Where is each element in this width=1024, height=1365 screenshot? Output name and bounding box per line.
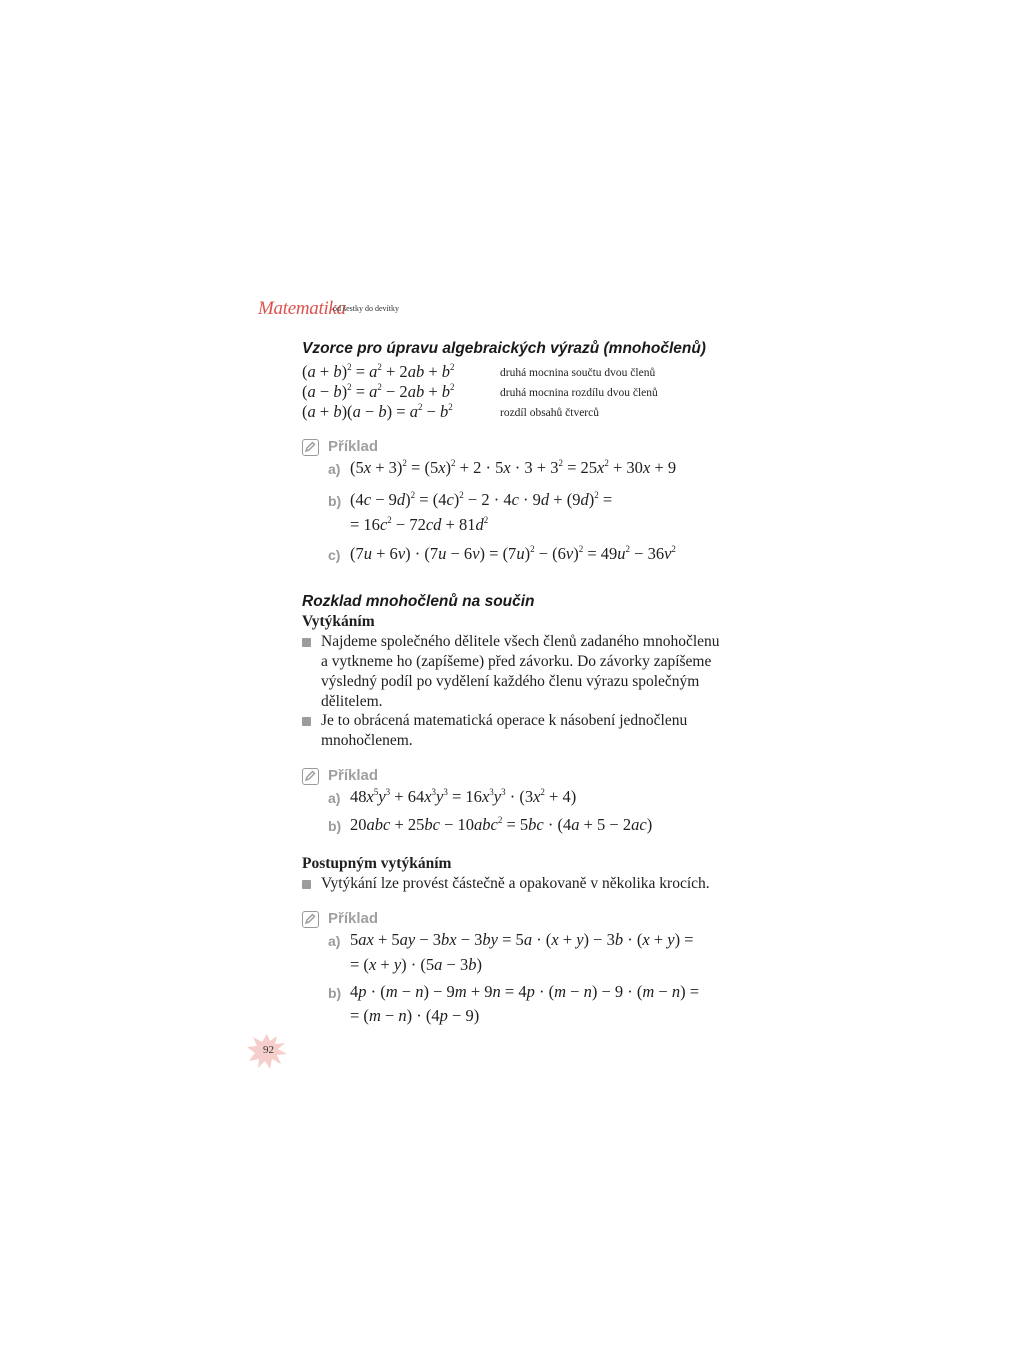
bullet-3: Vytýkání lze provést částečně a opakovaně v několika krocích. — [321, 875, 710, 892]
example-3b-line2: = (m − n) · (4p − 9) — [350, 1006, 480, 1025]
bullet-marker — [302, 638, 311, 647]
example-1a: $(5x + 3)^2 = (5x)^2 + 2 \cdot 5x \cdot 3 + 3^2 = 25x^2 + 30x + 9$ — [350, 458, 677, 477]
example-letter-b: b) — [328, 493, 342, 509]
factoring-subtitle-2: Postupným vytýkáním — [302, 855, 452, 872]
example-3a-line2: = (x + y) · (5a − 3b) — [350, 955, 482, 974]
formulas-title: Vzorce pro úpravu algebraických výrazů (mnohočlenů) — [302, 340, 706, 357]
pencil-icon — [302, 911, 319, 928]
example-1b-line1: $(4c - 9d)^2 = (4c)^2 - 2 \cdot 4c \cdot 9d + (9d)^2$ = — [350, 490, 613, 509]
bullet-2-line-2: mnohočlenem. — [321, 732, 413, 749]
formula-diff-square: $(a - b)^2 = a^2 - 2ab + b^2$ — [302, 382, 455, 401]
formula-note-2: druhá mocnina rozdílu dvou členů — [500, 387, 658, 399]
bullet-1-line-3: výsledný podíl po vydělení každého členu výrazu společným — [321, 673, 700, 690]
example-1c: $(7u + 6v) \cdot (7u - 6v) = (7u)^2 - (6v)^2 = 49u^2 - 36v^2$ — [350, 544, 676, 563]
bullet-marker — [302, 717, 311, 726]
factoring-title: Rozklad mnohočlenů na součin — [302, 593, 535, 610]
brand-logo: Matematika — [258, 298, 346, 319]
example-letter-c: c) — [328, 547, 341, 563]
formula-sum-square: $(a + b)^2 = a^2 + 2ab + b^2$ — [302, 362, 455, 381]
bullet-1-line-2: a vytkneme ho (zapíšeme) před závorku. Do závorky zapíšeme — [321, 653, 712, 670]
example-letter-b: b) — [328, 818, 342, 834]
factoring-subtitle-1: Vytýkáním — [302, 613, 375, 630]
example-3a-line1: 5ax + 5ay − 3bx − 3by = 5a · (x + y) − 3b · (x + y) = — [350, 930, 694, 949]
example-3b-line1: 4p · (m − n) − 9m + 9n = 4p · (m − n) − 9 · (m − n) = — [350, 982, 700, 1001]
example-title: Příklad — [328, 910, 379, 927]
example-title: Příklad — [328, 767, 379, 784]
example-letter-a: a) — [328, 461, 341, 477]
bullet-1-line-1: Najdeme společného dělitele všech členů zadaného mnohočlenu — [321, 633, 720, 650]
bullet-1-line-4: dělitelem. — [321, 693, 383, 710]
formula-note-1: druhá mocnina součtu dvou členů — [500, 367, 656, 379]
pencil-icon — [302, 768, 319, 785]
example-2b: 20abc + 25bc − 10abc$^2$ = 5bc · (4a + 5 − 2ac) — [350, 815, 653, 834]
pencil-icon — [302, 439, 319, 456]
example-letter-b: b) — [328, 985, 342, 1001]
example-1b-line2: = $16c^2 - 72cd + 81d^2$ — [350, 515, 489, 534]
bullet-marker — [302, 880, 311, 889]
example-letter-a: a) — [328, 790, 341, 806]
formula-diff-of-squares: $(a + b)(a - b) = a^2 - b^2$ — [302, 402, 453, 421]
formula-note-3: rozdíl obsahů čtverců — [500, 407, 599, 419]
example-2a: $48x^5y^3 + 64x^3y^3 = 16x^3y^3 \cdot (3x^2 + 4)$ — [350, 787, 577, 806]
example-letter-a: a) — [328, 933, 341, 949]
page-number: 92 — [263, 1044, 274, 1056]
brand-subtitle: od šestky do devítky — [333, 304, 399, 313]
bullet-2-line-1: Je to obrácená matematická operace k násobení jednočlenu — [321, 712, 688, 729]
example-title: Příklad — [328, 438, 379, 455]
